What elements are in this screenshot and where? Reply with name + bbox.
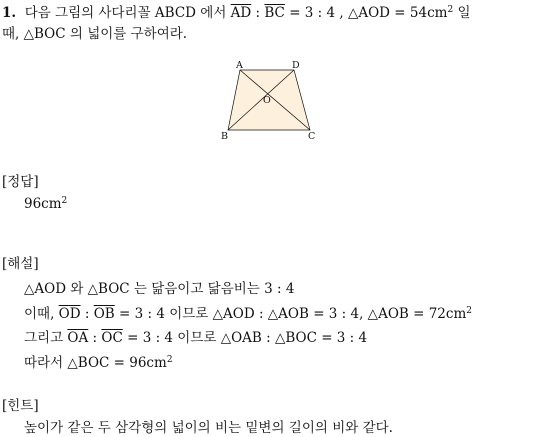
label-b: B (221, 131, 228, 142)
solution-heading: [해설] (2, 256, 39, 272)
text: = 3 : 4 이므로 △OAB : △BOC = 3 : 4 (122, 330, 368, 346)
answer-heading: [정답] (2, 174, 39, 190)
exponent: 2 (466, 306, 472, 316)
hint-heading: [힌트] (2, 398, 39, 414)
ratio-colon: : (88, 330, 102, 346)
solution-line-1: △AOD 와 △BOC 는 닮음이고 닮음비는 3 : 4 (24, 281, 295, 297)
ratio-colon: : (80, 306, 94, 322)
exponent: 2 (61, 196, 68, 206)
segment-oc: $\overline{OC}$ (101, 330, 123, 346)
label-o: O (263, 95, 271, 106)
text: 이때, (24, 306, 59, 322)
problem-line-2: 때, △BOC 의 넓이를 구하여라. (2, 26, 188, 42)
answer-number: 96cm (24, 196, 62, 212)
problem-number: 1. (2, 5, 17, 21)
ratio-colon: : (251, 5, 265, 21)
hint-text: 높이가 같은 두 삼각형의 넓이의 비는 밑변의 길이의 비와 같다. (24, 420, 393, 436)
problem-text-start: 다음 그림의 사다리꼴 ABCD 에서 (24, 5, 231, 21)
ratio-text: = 3 : 4 , △AOD = 54cm (284, 5, 448, 21)
solution-line-3 (24, 329, 367, 347)
exponent: 2 (166, 355, 173, 365)
problem-line-1 (2, 4, 471, 22)
solution-line-2 (24, 305, 472, 323)
trapezoid-figure (216, 56, 326, 142)
label-a: A (236, 60, 243, 71)
exponent: 2 (447, 5, 454, 15)
segment-ob: $\overline{OB}$ (93, 306, 115, 322)
solution-line-4 (24, 354, 173, 372)
answer-value (24, 195, 67, 213)
segment-bc: $\overline{BC}$ (264, 5, 285, 21)
label-d: D (292, 60, 300, 71)
segment-ad: $\overline{AD}$ (230, 5, 252, 21)
segment-oa: $\overline{OA}$ (67, 330, 89, 346)
text: = 3 : 4 이므로 △AOD : △AOB = 3 : 4, △AOB = 72cm (114, 306, 467, 322)
segment-od: $\overline{OD}$ (58, 306, 81, 322)
problem-tail: 일 (453, 5, 471, 21)
text: 그리고 (24, 330, 68, 346)
label-c: C (308, 131, 316, 142)
text: 따라서 △BOC = 96cm (24, 355, 167, 371)
